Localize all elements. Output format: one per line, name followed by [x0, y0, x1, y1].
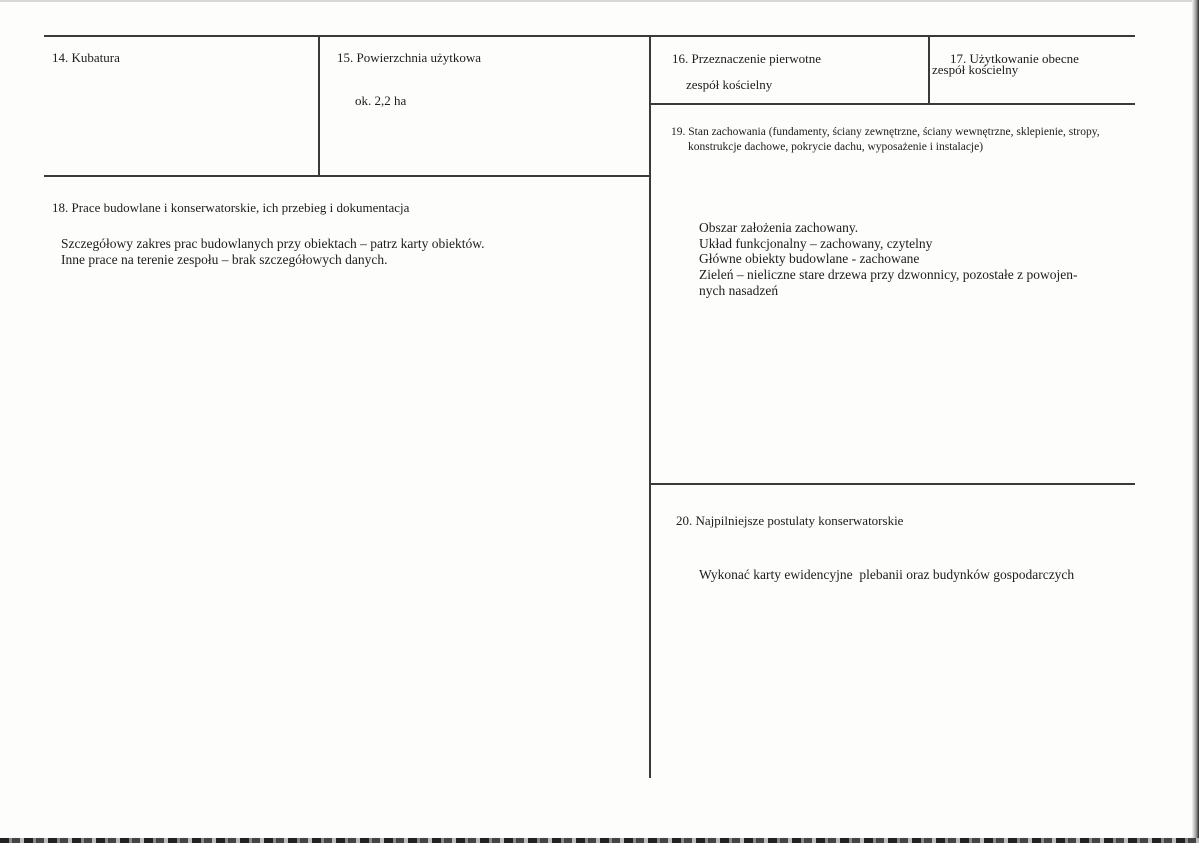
field-19-label-line2: konstrukcje dachowe, pokrycie dachu, wyposażenie i instalacje) — [688, 141, 984, 153]
field-17-label: 17. Użytkowanie obecne — [950, 51, 1079, 66]
field-19-line-5: nych nasadzeń — [699, 283, 779, 298]
divider-14-15 — [318, 35, 320, 176]
rule-below-16-17 — [651, 103, 1135, 105]
page-right-edge — [1192, 0, 1199, 843]
field-16-label: 16. Przeznaczenie pierwotne — [672, 51, 822, 66]
page-top-edge — [0, 0, 1199, 2]
field-17-value: zespół kościelny — [932, 62, 1019, 77]
field-16-value: zespół kościelny — [686, 77, 773, 92]
rule-below-14-15 — [44, 175, 651, 177]
field-19-line-3: Główne obiekty budowlane - zachowane — [699, 251, 920, 266]
field-15-value: ok. 2,2 ha — [355, 93, 407, 108]
field-18-label: 18. Prace budowlane i konserwatorskie, ich przebieg i dokumentacja — [52, 200, 410, 215]
field-19-label-line1: 19. Stan zachowania (fundamenty, ściany zewnętrzne, ściany wewnętrzne, sklepienie, stropy, — [671, 126, 1100, 138]
center-divider — [649, 35, 651, 778]
field-14-label: 14. Kubatura — [52, 50, 120, 65]
field-20-label: 20. Najpilniejsze postulaty konserwatorskie — [676, 513, 904, 528]
field-18-line-1: Szczegółowy zakres prac budowlanych przy obiektach – patrz karty obiektów. — [61, 236, 485, 251]
field-18-line-2: Inne prace na terenie zespołu – brak szczegółowych danych. — [61, 252, 388, 267]
field-19-line-2: Układ funkcjonalny – zachowany, czytelny — [699, 236, 933, 251]
top-rule — [44, 35, 1135, 37]
divider-16-17 — [928, 35, 930, 105]
page-bottom-edge — [0, 838, 1199, 843]
field-20-value: Wykonać karty ewidencyjne plebanii oraz budynków gospodarczych — [699, 567, 1075, 582]
field-15-label: 15. Powierzchnia użytkowa — [337, 50, 482, 65]
rule-above-20 — [651, 483, 1135, 485]
field-19-line-1: Obszar założenia zachowany. — [699, 220, 859, 235]
field-19-line-4: Zieleń – nieliczne stare drzewa przy dzwonnicy, pozostałe z powojen- — [699, 267, 1078, 282]
